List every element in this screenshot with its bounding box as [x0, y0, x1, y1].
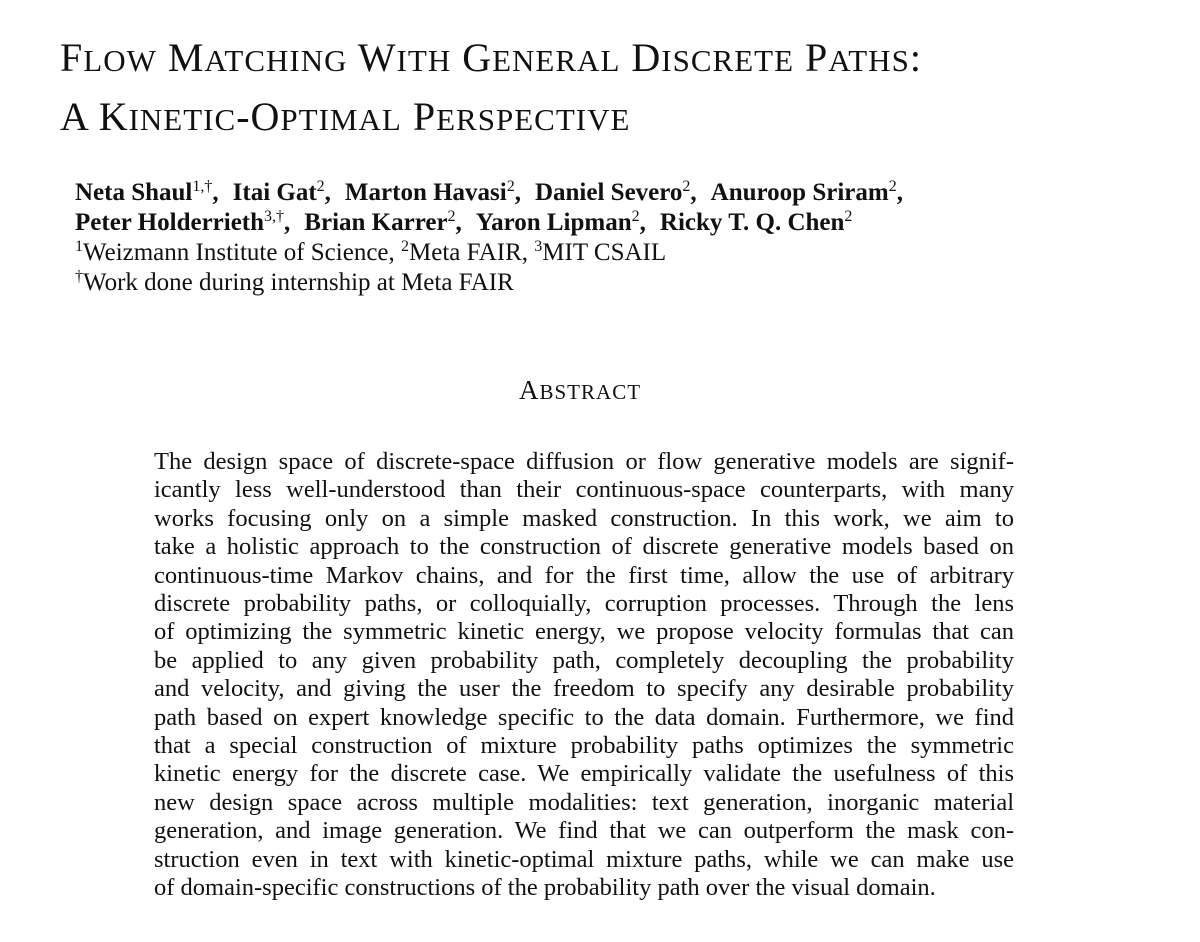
- paper-title: [60, 30, 1160, 148]
- abstract-line: be applied to any given probability path, completely decoupling the probability: [154, 646, 1014, 674]
- affiliation-3-marker: 3: [534, 238, 543, 255]
- abstract-line: and velocity, and giving the user the freedom to specify any desirable probability: [154, 675, 1014, 703]
- author-row2-2: [476, 209, 646, 236]
- abstract-line: path based on expert knowledge specific to the data domain. Furthermore, we find: [154, 703, 1014, 731]
- affiliation-2: Meta FAIR,: [409, 239, 535, 266]
- abstract-line: icantly less well-understood than their continuous-space counterparts, with many: [154, 476, 1014, 504]
- author-row-2: [75, 208, 1155, 238]
- author-name: Peter Holderrieth: [75, 209, 265, 236]
- author-name: Itai Gat: [232, 179, 317, 206]
- author-affiliation-marker: 2: [316, 178, 325, 195]
- author-block: [75, 178, 1155, 298]
- author-name: Marton Havasi: [344, 179, 507, 206]
- affiliation-2-marker: 2: [401, 238, 410, 255]
- abstract-line: generation, and image generation. We find that we can outperform the mask con-: [154, 817, 1014, 845]
- abstract-body: [154, 448, 1014, 903]
- author-affiliation-marker: 2: [631, 208, 640, 225]
- author-separator: ,: [514, 179, 521, 206]
- author-affiliation-marker: 2: [888, 178, 897, 195]
- internship-note: [75, 268, 1155, 298]
- author-row1-0: [75, 179, 219, 206]
- abstract-line: kinetic energy for the discrete case. We empirically validate the usefulness of this: [154, 760, 1014, 788]
- abstract-line: of domain-specific constructions of the probability path over the visual domain.: [154, 874, 936, 902]
- author-affiliation-marker: 1,†: [192, 178, 213, 195]
- abstract-line: The design space of discrete-space diffusion or flow generative models are signif-: [154, 448, 1014, 475]
- abstract-line: of optimizing the symmetric kinetic energy, we propose velocity formulas that can: [154, 618, 1014, 646]
- abstract-line: struction even in text with kinetic-optimal mixture paths, while we can make use: [154, 845, 1014, 873]
- dagger-marker: †: [75, 268, 83, 285]
- author-separator: ,: [212, 179, 219, 206]
- author-affiliation-marker: 2: [682, 178, 691, 195]
- author-row-1: [75, 178, 1155, 208]
- affiliation-1-marker: 1: [75, 238, 83, 255]
- author-name: Brian Karrer: [304, 209, 448, 236]
- author-separator: ,: [324, 179, 331, 206]
- abstract-line: discrete probability paths, or colloquially, corruption processes. Through the lens: [154, 590, 1014, 618]
- abstract-line: take a holistic approach to the construction of discrete generative models based on: [154, 533, 1014, 561]
- abstract-line: continuous-time Markov chains, and for the first time, allow the use of arbitrary: [154, 561, 1014, 589]
- author-row2-1: [304, 209, 462, 236]
- abstract-line: that a special construction of mixture probability paths optimizes the symmetric: [154, 732, 1014, 760]
- author-separator: ,: [639, 209, 646, 236]
- author-separator: ,: [284, 209, 291, 236]
- author-separator: ,: [896, 179, 903, 206]
- author-row2-0: [75, 209, 290, 236]
- author-name: Daniel Severo: [534, 179, 683, 206]
- abstract-line: works focusing only on a simple masked construction. In this work, we aim to: [154, 504, 1014, 532]
- author-name: Yaron Lipman: [475, 209, 632, 236]
- author-name: Ricky T. Q. Chen: [659, 209, 845, 236]
- author-row2-3: [660, 209, 853, 236]
- author-row1-4: [711, 179, 903, 206]
- title-line-1: FLOW MATCHING WITH GENERAL DISCRETE PATHS:: [60, 35, 922, 80]
- author-name: Neta Shaul: [75, 179, 193, 206]
- author-affiliation-marker: 2: [447, 208, 456, 225]
- abstract-heading: ABSTRACT: [518, 375, 642, 405]
- affiliation-1: Weizmann Institute of Science,: [83, 239, 402, 266]
- affiliations: [75, 238, 1155, 268]
- author-affiliation-marker: 3,†: [264, 208, 285, 225]
- author-row1-2: [345, 179, 521, 206]
- author-row1-3: [535, 179, 697, 206]
- title-line-2: A KINETIC-OPTIMAL PERSPECTIVE: [60, 94, 631, 139]
- author-affiliation-marker: 2: [506, 178, 515, 195]
- internship-note-text: Work done during internship at Meta FAIR: [83, 269, 514, 296]
- affiliation-3: MIT CSAIL: [542, 239, 667, 266]
- author-name: Anuroop Sriram: [710, 179, 889, 206]
- author-separator: ,: [690, 179, 697, 206]
- author-row1-1: [233, 179, 331, 206]
- abstract-line: new design space across multiple modalities: text generation, inorganic material: [154, 788, 1014, 816]
- author-separator: ,: [455, 209, 462, 236]
- author-affiliation-marker: 2: [844, 208, 853, 225]
